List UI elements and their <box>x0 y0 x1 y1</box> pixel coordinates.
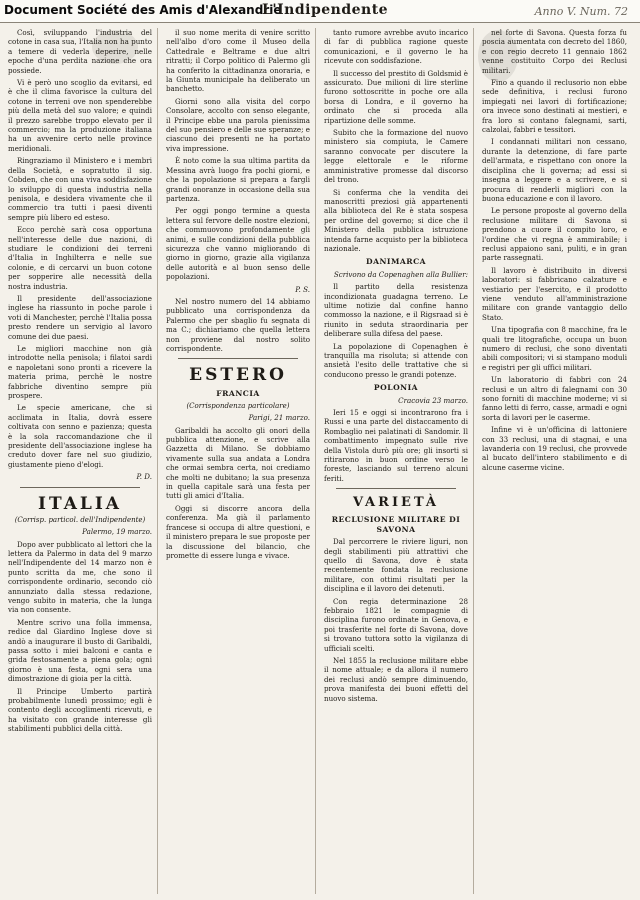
archive-banner <box>0 0 640 23</box>
article-paragraph: Ecco perchè sarà cosa opportuna nell'interesse delle due nazioni, di studiare le condizioni dei terreni d'Italia in Inghilterra e nelle sue colonie, e di cercarvi un buon cotone per sopperire alle necessità della nostra industria. <box>8 225 152 291</box>
article-paragraph: Ieri 15 e oggi si incontrarono fra i Russi e una parte del distaccamento di Rombaglio nei palatinati di Sandomir. Il combattimento impegnato sulle rive della Vistola durò più ore; gli insorti si ritirarono in buon ordine verso le foreste, lasciando sul terreno alcuni feriti. <box>324 408 468 483</box>
archive-label: Document Société des Amis d'Alexandrie <box>4 3 282 17</box>
article-paragraph: Oggi si discorre ancora della conferenza. Ma già il parlamento francese si occupa di altre questioni, e il ministero prepara le sue proposte per la discussione del bilancio, che promette di essere lunga e vivace. <box>166 503 310 560</box>
article-paragraph: Le specie americane, che si acclimata in Italia, dovrà essere coltivata con senno e pazienza; questa è la sola raccomandazione che il presidente dell'associazione inglese ha creduto dover fare nel suo giudizio, giustamente pieno d'elogi. <box>8 403 152 469</box>
article-paragraph: tanto rumore avrebbe avuto incarico di far di pubblica ragione queste comunicazioni, e il governo le ha ricevute con soddisfazione. <box>324 28 468 66</box>
article-paragraph: Mentre scrivo una folla immensa, redice dal Giardino Inglese dove si andò a inaugurare il busto di Garibaldi, passa sotto i miei balconi e canta e grida festosamente a piena gola; ogni giorno è una festa, ogni sera una dimostrazione di gioia per la città. <box>8 617 152 684</box>
section-divider <box>178 358 298 359</box>
column-3 <box>324 28 474 894</box>
feature-title: RECLUSIONE MILITARE DI SAVONA <box>331 515 461 534</box>
dateline: Cracovia 23 marzo. <box>398 395 468 405</box>
issue-year-line: Anno V. Num. 72 <box>534 5 628 18</box>
article-paragraph: Dal percorrere le riviere liguri, non degli stabilimenti più attrattivi che quello di Savona, dove è stata recentemente fondata la reclusione militare, con ottimi risultati per la disciplina e il lavoro dei detenuti. <box>324 537 468 594</box>
article-paragraph: il suo nome merita di venire scritto nell'albo d'oro come il Museo della Cattedrale e Beltrame e due altri ritratti; il Corpo politico di Palermo gli ha conferito la cittadinanza onoraria, e la Giunta municipale ha deliberato un banchetto. <box>166 28 310 94</box>
article-paragraph: Così, sviluppando l'industria del cotone in casa sua, l'Italia non ha punto a temere di vederla deperire, nelle epoche d'una perdita nazione che ora possiede. <box>8 28 152 75</box>
article-paragraph: Il partito della resistenza incondizionata guadagna terreno. Le ultime notizie dal confine hanno commosso la nazione, e il Rigsraad si è riunito in seduta straordinaria per deliberare sulla difesa del paese. <box>324 282 468 339</box>
article-signature: P. D. <box>136 472 152 482</box>
postscript-label: P. S. <box>295 284 310 294</box>
section-divider <box>20 487 140 488</box>
country-heading-polonia: POLONIA <box>373 383 419 393</box>
postscript-paragraph: Nel nostro numero del 14 abbiamo pubblicato una corrispondenza da Palermo che per sbaglio fu segnata di ma C.; dichiariamo che quella lettera non proviene dal nostro solito corrispondente. <box>166 296 310 353</box>
article-paragraph: Infine vi è un'officina di lattoniere con 33 reclusi, una di stagnai, e una lavanderia con 19 reclusi, che provvede al bucato dell'intero stabilimento e di alcune caserme vicine. <box>482 425 627 472</box>
article-paragraph: Per oggi pongo termine a questa lettera sul fervore delle nostre elezioni, che commuovono profondamente gli animi, e sulle condizioni della pubblica sicurezza che vanno migliorando di giorno in giorno, grazie alla vigilanza delle autorità e al buon senso delle popolazioni. <box>166 206 310 282</box>
newspaper-masthead: L'Indipendente <box>262 2 389 18</box>
section-heading-estero: ESTERO <box>189 365 287 386</box>
article-paragraph: Garibaldi ha accolto gli onori della pubblica attenzione, e scrive alla Gazzetta di Milano. Se dobbiamo vivamente sulla sua andata a Londra che ormai sembra certa, noi crediamo che molti ne dubitano; la sua presenza in quella capitale sarà una festa per tutti gli amici d'Italia. <box>166 425 310 501</box>
article-paragraph: Dopo aver pubblicato al lettori che la lettera da Palermo in data del 9 marzo nell'Indipendente del 14 marzo non è punto scritta da me, che sono il corrispondente ordinario, secondo ciò annunziato dalla stessa redazione, vengo subito in materia, che la lunga via non consente. <box>8 539 152 615</box>
article-paragraph: Vi è però uno scoglio da evitarsi, ed è che il clima favorisce la cultura del cotone in terreni ove non spenderebbe più della metà del suo valore; e quindi il prezzo sarebbe troppo elevato per il commercio; ma la produzione italiana ha un avvenire certo nelle province meridionali. <box>8 78 152 153</box>
article-paragraph: Una tipografia con 8 macchine, fra le quali tre litografiche, occupa un buon numero di reclusi, che sono diventati abili compositori; vi si stampano moduli e registri per gli uffici militari. <box>482 325 627 372</box>
section-heading-varieta: VARIETÀ <box>352 495 439 511</box>
article-paragraph: Il presidente dell'associazione inglese ha riassunto in poche parole i voti di Manchester, perchè l'Italia possa presto rendere un servigio al lavoro comune dei due paesi. <box>8 293 152 341</box>
article-paragraph: Nel 1855 la reclusione militare ebbe il nome attuale; e da allora il numero dei reclusi andò sempre diminuendo, prova manifesta dei buoni effetti del nuovo sistema. <box>324 655 468 703</box>
article-paragraph: Fino a quando il reclusorio non ebbe sede definitiva, i reclusi furono impiegati nei lavori di fortificazione; ora invece sono destinati ai mestieri, e fra loro si contano falegnami, sarti, calzolai, fabbri e tessitori. <box>482 78 627 135</box>
country-heading-danimarca: DANIMARCA <box>365 257 426 267</box>
section-subheading: (Corrisp. particol. dell'Indipendente) <box>14 515 146 524</box>
column-4 <box>482 28 632 894</box>
article-paragraph: Il lavoro è distribuito in diversi laboratori: si fabbricano calzature e vestiario per l'esercito, e il prodotto viene venduto all'amministrazione militare con grande vantaggio dello Stato. <box>482 265 627 322</box>
dateline: Palermo, 19 marzo. <box>82 527 152 537</box>
article-paragraph: Il successo del prestito di Goldsmid è assicurato. Due milioni di lire sterline furono sottoscritte in poche ore alla borsa di Londra, e il governo ha ordinato che si proceda alla ripartizione delle somme. <box>324 68 468 125</box>
column-2 <box>166 28 316 894</box>
article-paragraph: I condannati militari non cessano, durante la detenzione, di fare parte dell'armata, e rispettano con onore la disciplina che li governa; ad essi si insegna a leggere e a scrivere, e si procura di renderli migliori con la buona educazione e con il lavoro. <box>482 137 627 203</box>
article-paragraph: Con regia determinazione 28 febbraio 1821 le compagnie di disciplina furono ordinate in Genova, e poi trasferite nel forte di Savona, dove si trovano tuttora sotto la vigilanza di ufficiali scelti. <box>324 596 468 653</box>
article-paragraph: È noto come la sua ultima partita da Messina avrà luogo fra pochi giorni, e che la popolazione si prepara a fargli grandi onoranze in occasione della sua partenza. <box>166 156 310 203</box>
article-paragraph: Subito che la formazione del nuovo ministero sia compiuta, le Camere saranno convocate per discutere la legge elettorale e le riforme amministrative promesse dal discorso del trono. <box>324 128 468 185</box>
article-paragraph: Ringraziamo il Ministero e i membri della Società, e sopratutto il sig. Cobden, che con una viva soddisfazione lo sviluppo di questa industria nella penisola, e desidera vivamente che il commercio tra tutti i paesi diventi sempre più libero ed esteso. <box>8 156 152 222</box>
article-paragraph: Le migliori macchine non già introdotte nella penisola; i filatoi sardi e napoletani sono pronti a ricevere la materia prima, perchè le nostre fabbriche diventino sempre più prospere. <box>8 344 152 401</box>
article-paragraph: nel forte di Savona. Questa forza fu poscia aumentata con decreto del 1860, e con regio decreto 11 gennaio 1862 venne costituito Corpo dei Reclusi militari. <box>482 28 627 75</box>
article-paragraph: Il Principe Umberto partirà probabilmente lunedì prossimo; egli è contento degli accoglimenti ricevuti, e ha visitato con grande interesse gli stabilimenti pubblici della città. <box>8 686 152 734</box>
article-paragraph: La popolazione di Copenaghen è tranquilla ma risoluta; si attende con ansietà l'esito delle trattative che si conducono presso le grandi potenze. <box>324 341 468 379</box>
article-paragraph: Si conferma che la vendita dei manoscritti preziosi già appartenenti alla biblioteca del Re è stata sospesa per ordine del governo; si dice che il Ministero della pubblica istruzione intenda farne acquisto per la biblioteca nazionale. <box>324 187 468 253</box>
section-heading-italia: ITALIA <box>38 493 122 514</box>
section-subheading: (Corrispondenza particolare) <box>186 401 290 410</box>
newspaper-page <box>8 28 632 894</box>
column-1 <box>8 28 158 894</box>
article-paragraph: Le persone proposte al governo della reclusione militare di Savona si prendono a cuore il compito loro, e l'ordine che vi regna è ammirabile; i reclusi appaiono sani, puliti, e in gran parte rassegnati. <box>482 206 627 263</box>
dateline: Parigi, 21 marzo. <box>248 413 310 423</box>
article-paragraph: Un laboratorio di fabbri con 24 reclusi e un altro di falegnami con 30 sono forniti di macchine moderne; vi si fanno letti di ferro, casse, armadi e ogni sorta di lavori per le caserme. <box>482 375 627 422</box>
country-heading-francia: FRANCIA <box>216 389 260 399</box>
article-paragraph: Giorni sono alla visita del corpo Consolare, accolto con senso elegante, il Principe ebbe una parola pienissima del suo pensiero e delle sue speranze; e ciascuno dei presenti ne ha portato viva impressione. <box>166 96 310 153</box>
dateline: Scrivono da Copenaghen alla Bullier: <box>333 269 468 279</box>
section-divider <box>336 488 456 489</box>
